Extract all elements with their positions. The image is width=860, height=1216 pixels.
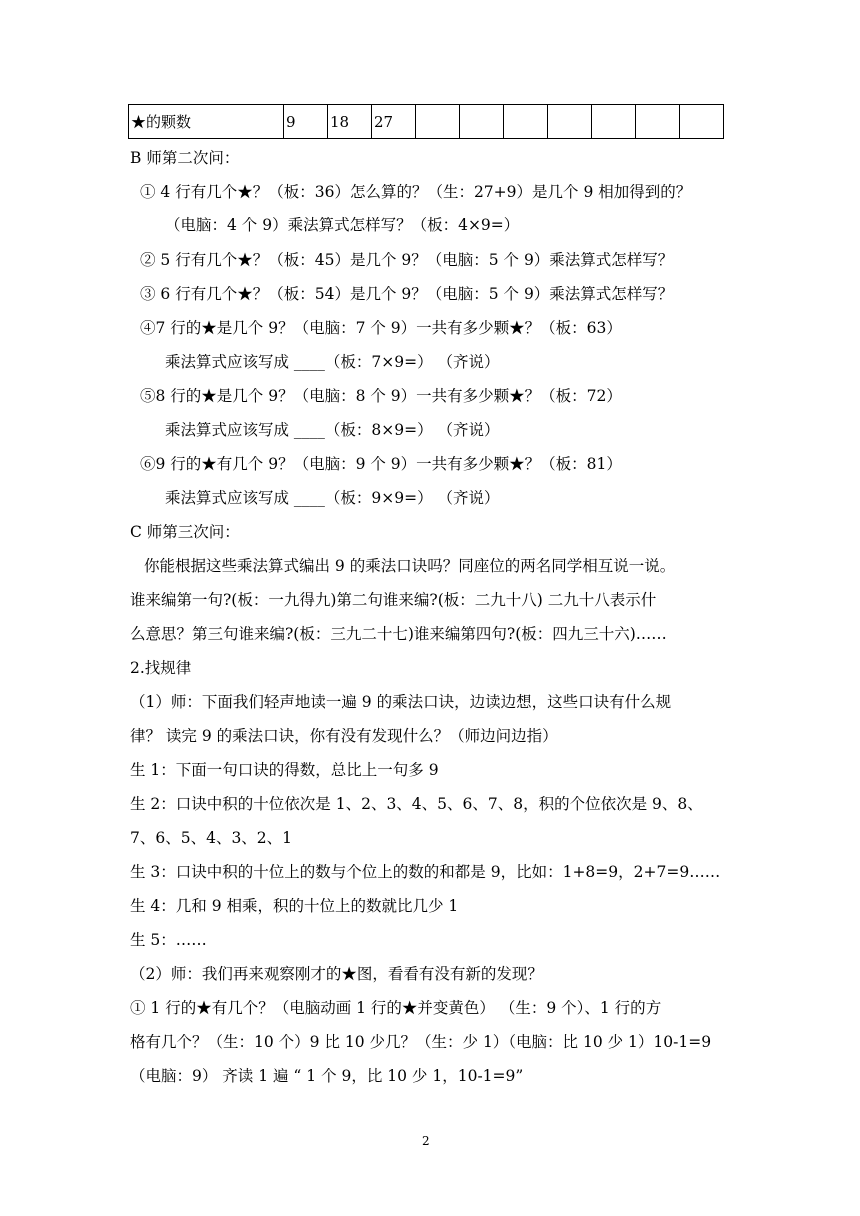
text-line: 生 5：……	[130, 931, 207, 949]
text-line: （电脑：4 个 9）乘法算式怎样写？（板：4×9=）	[165, 216, 520, 234]
text-line: ⑤8 行的★是几个 9？（电脑：8 个 9）一共有多少颗★？（板：72）	[140, 387, 622, 405]
table-cell: 9	[284, 105, 328, 139]
text-line: （2）师：我们再来观察刚才的★图，看看有没有新的发现？	[130, 965, 543, 983]
table-header-cell: ★的颗数	[129, 105, 284, 139]
text-line: 律？ 读完 9 的乘法口诀，你有没有发现什么？（师边问边指）	[130, 727, 558, 745]
text-line: 生 3：口诀中积的十位上的数与个位上的数的和都是 9，比如：1+8=9，2+7=9……	[130, 863, 721, 881]
table-cell: 27	[372, 105, 416, 139]
text-line: （1）师：下面我们轻声地读一遍 9 的乘法口诀，边读边想，这些口诀有什么规	[130, 693, 672, 711]
text-line: 么意思？第三句谁来编?(板：三九二十七)谁来编第四句?(板：四九三十六)……	[130, 625, 667, 643]
table-row	[129, 105, 724, 139]
table-cell	[548, 105, 592, 139]
text-line: 乘法算式应该写成 ____（板：9×9=） （齐说）	[165, 489, 500, 507]
text-line: 7、6、5、4、3、2、1	[130, 829, 293, 847]
text-line: 你能根据这些乘法算式编出 9 的乘法口诀吗？同座位的两名同学相互说一说。	[144, 557, 676, 575]
text-line: 乘法算式应该写成 ____（板：8×9=） （齐说）	[165, 421, 500, 439]
text-line: ③ 6 行有几个★？（板：54）是几个 9？（电脑：5 个 9）乘法算式怎样写？	[140, 285, 674, 303]
page-number: 2	[422, 1134, 430, 1148]
table-cell	[636, 105, 680, 139]
section-heading: 2.找规律	[130, 659, 192, 677]
text-line: 格有几个？（生：10 个）9 比 10 少几？（生：少 1）（电脑：比 10 少 1）10-1=9	[130, 1033, 712, 1051]
text-line: 生 4：几和 9 相乘，积的十位上的数就比几少 1	[130, 897, 459, 915]
table-cell	[416, 105, 460, 139]
text-line: ① 1 行的★有几个？（电脑动画 1 行的★并变黄色） （生：9 个）、1 行的方	[130, 999, 662, 1017]
table-cell	[592, 105, 636, 139]
section-heading: B 师第二次问：	[130, 149, 240, 167]
table-cell	[460, 105, 504, 139]
text-line: ① 4 行有几个★？（板：36）怎么算的？（生：27+9）是几个 9 相加得到的？	[140, 183, 692, 201]
table-cell: 18	[328, 105, 372, 139]
text-line: ② 5 行有几个★？（板：45）是几个 9？（电脑：5 个 9）乘法算式怎样写？	[140, 251, 674, 269]
text-line: ⑥9 行的★有几个 9？（电脑：9 个 9）一共有多少颗★？（板：81）	[140, 455, 622, 473]
text-line: 谁来编第一句?(板：一九得九)第二句谁来编?(板：二九十八) 二九十八表示什	[130, 591, 657, 609]
text-line: 乘法算式应该写成 ____（板：7×9=） （齐说）	[165, 353, 500, 371]
text-line: 生 2：口诀中积的十位依次是 1、2、3、4、5、6、7、8，积的个位依次是 9、8、	[130, 795, 703, 813]
text-line: 生 1：下面一句口诀的得数，总比上一句多 9	[130, 761, 439, 779]
section-heading: C 师第三次问：	[130, 523, 240, 541]
text-line: （电脑：9） 齐读 1 遍 “ 1 个 9，比 10 少 1，10-1=9”	[130, 1067, 524, 1085]
table-cell	[504, 105, 548, 139]
table-cell	[680, 105, 724, 139]
star-count-table	[128, 104, 724, 139]
text-line: ④7 行的★是几个 9？（电脑：7 个 9）一共有多少颗★？（板：63）	[140, 319, 622, 337]
